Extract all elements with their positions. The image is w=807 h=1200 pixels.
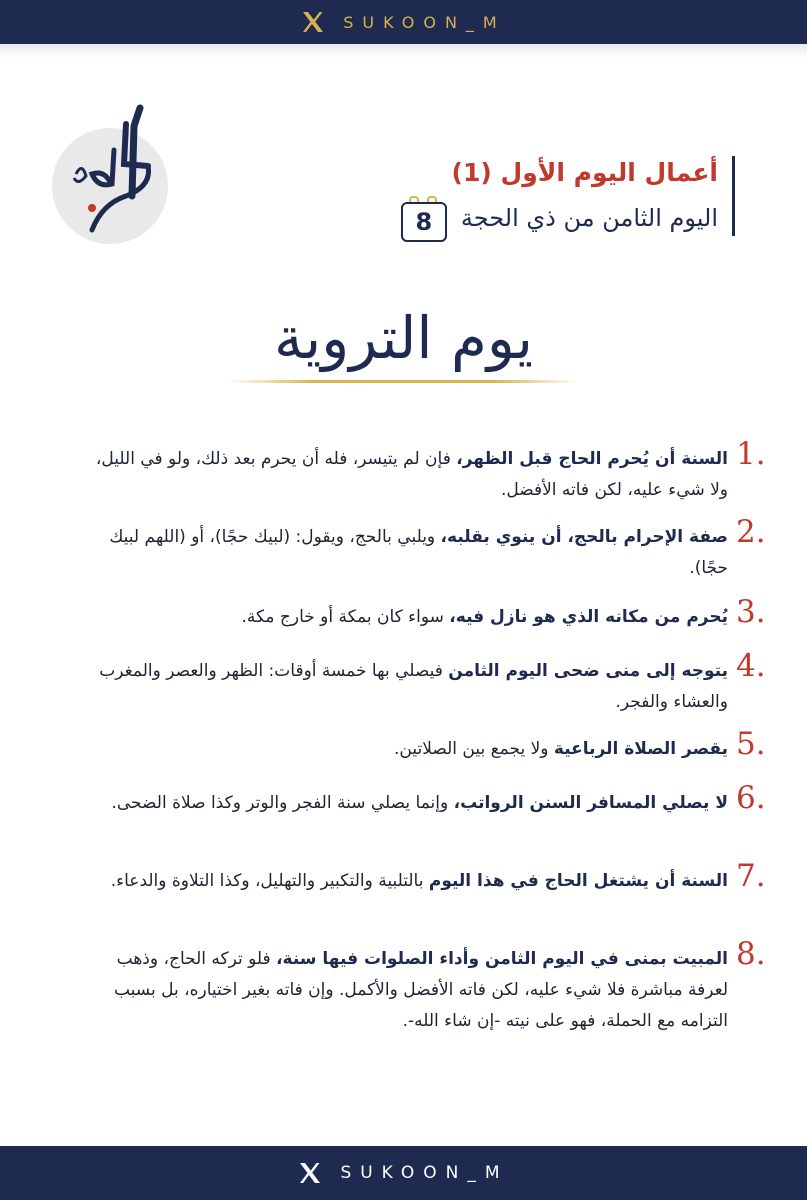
calendar-icon [401, 196, 447, 240]
item-number: 7. [736, 858, 766, 894]
brand-handle: SUKOON_M [343, 12, 506, 32]
item-number: 4. [736, 648, 766, 684]
list-item [78, 858, 766, 897]
item-bold-text: صفة الإحرام بالحج، أن ينوي بقلبه، [440, 527, 728, 547]
item-text: وإنما يصلي سنة الفجر والوتر وكذا صلاة الضحى. [111, 793, 454, 813]
page-title: يوم التروية [274, 304, 533, 372]
date-subtitle: اليوم الثامن من ذي الحجة [460, 204, 718, 232]
section-header [401, 156, 735, 236]
item-number: 3. [736, 594, 766, 630]
list-item [78, 726, 766, 765]
list-item [78, 514, 766, 584]
item-bold-text: السنة أن يُحرم الحاج قبل الظهر، [456, 449, 728, 469]
list-item [78, 936, 766, 1037]
top-brand-bar [0, 0, 807, 44]
item-number: 6. [736, 780, 766, 816]
item-bold-text: المبيت بمنى في اليوم الثامن وأداء الصلوات فيها سنة، [276, 949, 728, 969]
item-number: 5. [736, 726, 766, 762]
item-number: 2. [736, 514, 766, 550]
list-item [78, 594, 766, 633]
title-underline [228, 380, 578, 383]
x-logo-icon [298, 1161, 322, 1185]
item-bold-text: يتوجه إلى منى ضحى اليوم الثامن [448, 661, 728, 681]
list-item [78, 436, 766, 506]
list-item [78, 648, 766, 718]
item-number: 8. [736, 936, 766, 972]
section-title: أعمال اليوم الأول (1) [451, 158, 718, 187]
item-text: فإن لم يتيسر، فله أن يحرم بعد ذلك، ولو في الليل، ولا شيء عليه، لكن فاته الأفضل. [95, 449, 728, 500]
item-text: فيصلي بها خمسة أوقات: الظهر والعصر والمغرب والعشاء والفجر. [99, 661, 728, 712]
item-text: ويلبي بالحج، ويقول: (لبيك حجًا)، أو (اللهم لبيك حجًا). [109, 527, 728, 578]
item-bold-text: لا يصلي المسافر السنن الرواتب، [453, 793, 728, 813]
divider [0, 44, 807, 58]
date-line [401, 196, 718, 240]
x-logo-icon [301, 10, 325, 34]
item-text: بالتلبية والتكبير والتهليل، وكذا التلاوة والدعاء. [110, 871, 429, 891]
item-bold-text: السنة أن يشتغل الحاج في هذا اليوم [428, 871, 728, 891]
item-bold-text: يقصر الصلاة الرباعية [553, 739, 728, 759]
item-number: 1. [736, 436, 766, 472]
brand-handle: SUKOON_M [340, 1163, 509, 1183]
item-bold-text: يُحرم من مكانه الذي هو نازل فيه، [449, 607, 728, 627]
item-text: ولا يجمع بين الصلاتين. [393, 739, 554, 759]
calligraphy-logo [52, 128, 168, 244]
item-text: فلو تركه الحاج، وذهب لعرفة مباشرة فلا شيء عليه، لكن فاته الأفضل والأكمل. وإن فاته بغير اختياره، بل بسبب التزامه مع الحملة، فهو على نيته -إن شاء الله-. [113, 949, 728, 1031]
bottom-brand-bar [0, 1146, 807, 1200]
list-item [78, 780, 766, 819]
calendar-day: 8 [401, 202, 447, 242]
item-text: سواء كان بمكة أو خارج مكة. [241, 607, 450, 627]
